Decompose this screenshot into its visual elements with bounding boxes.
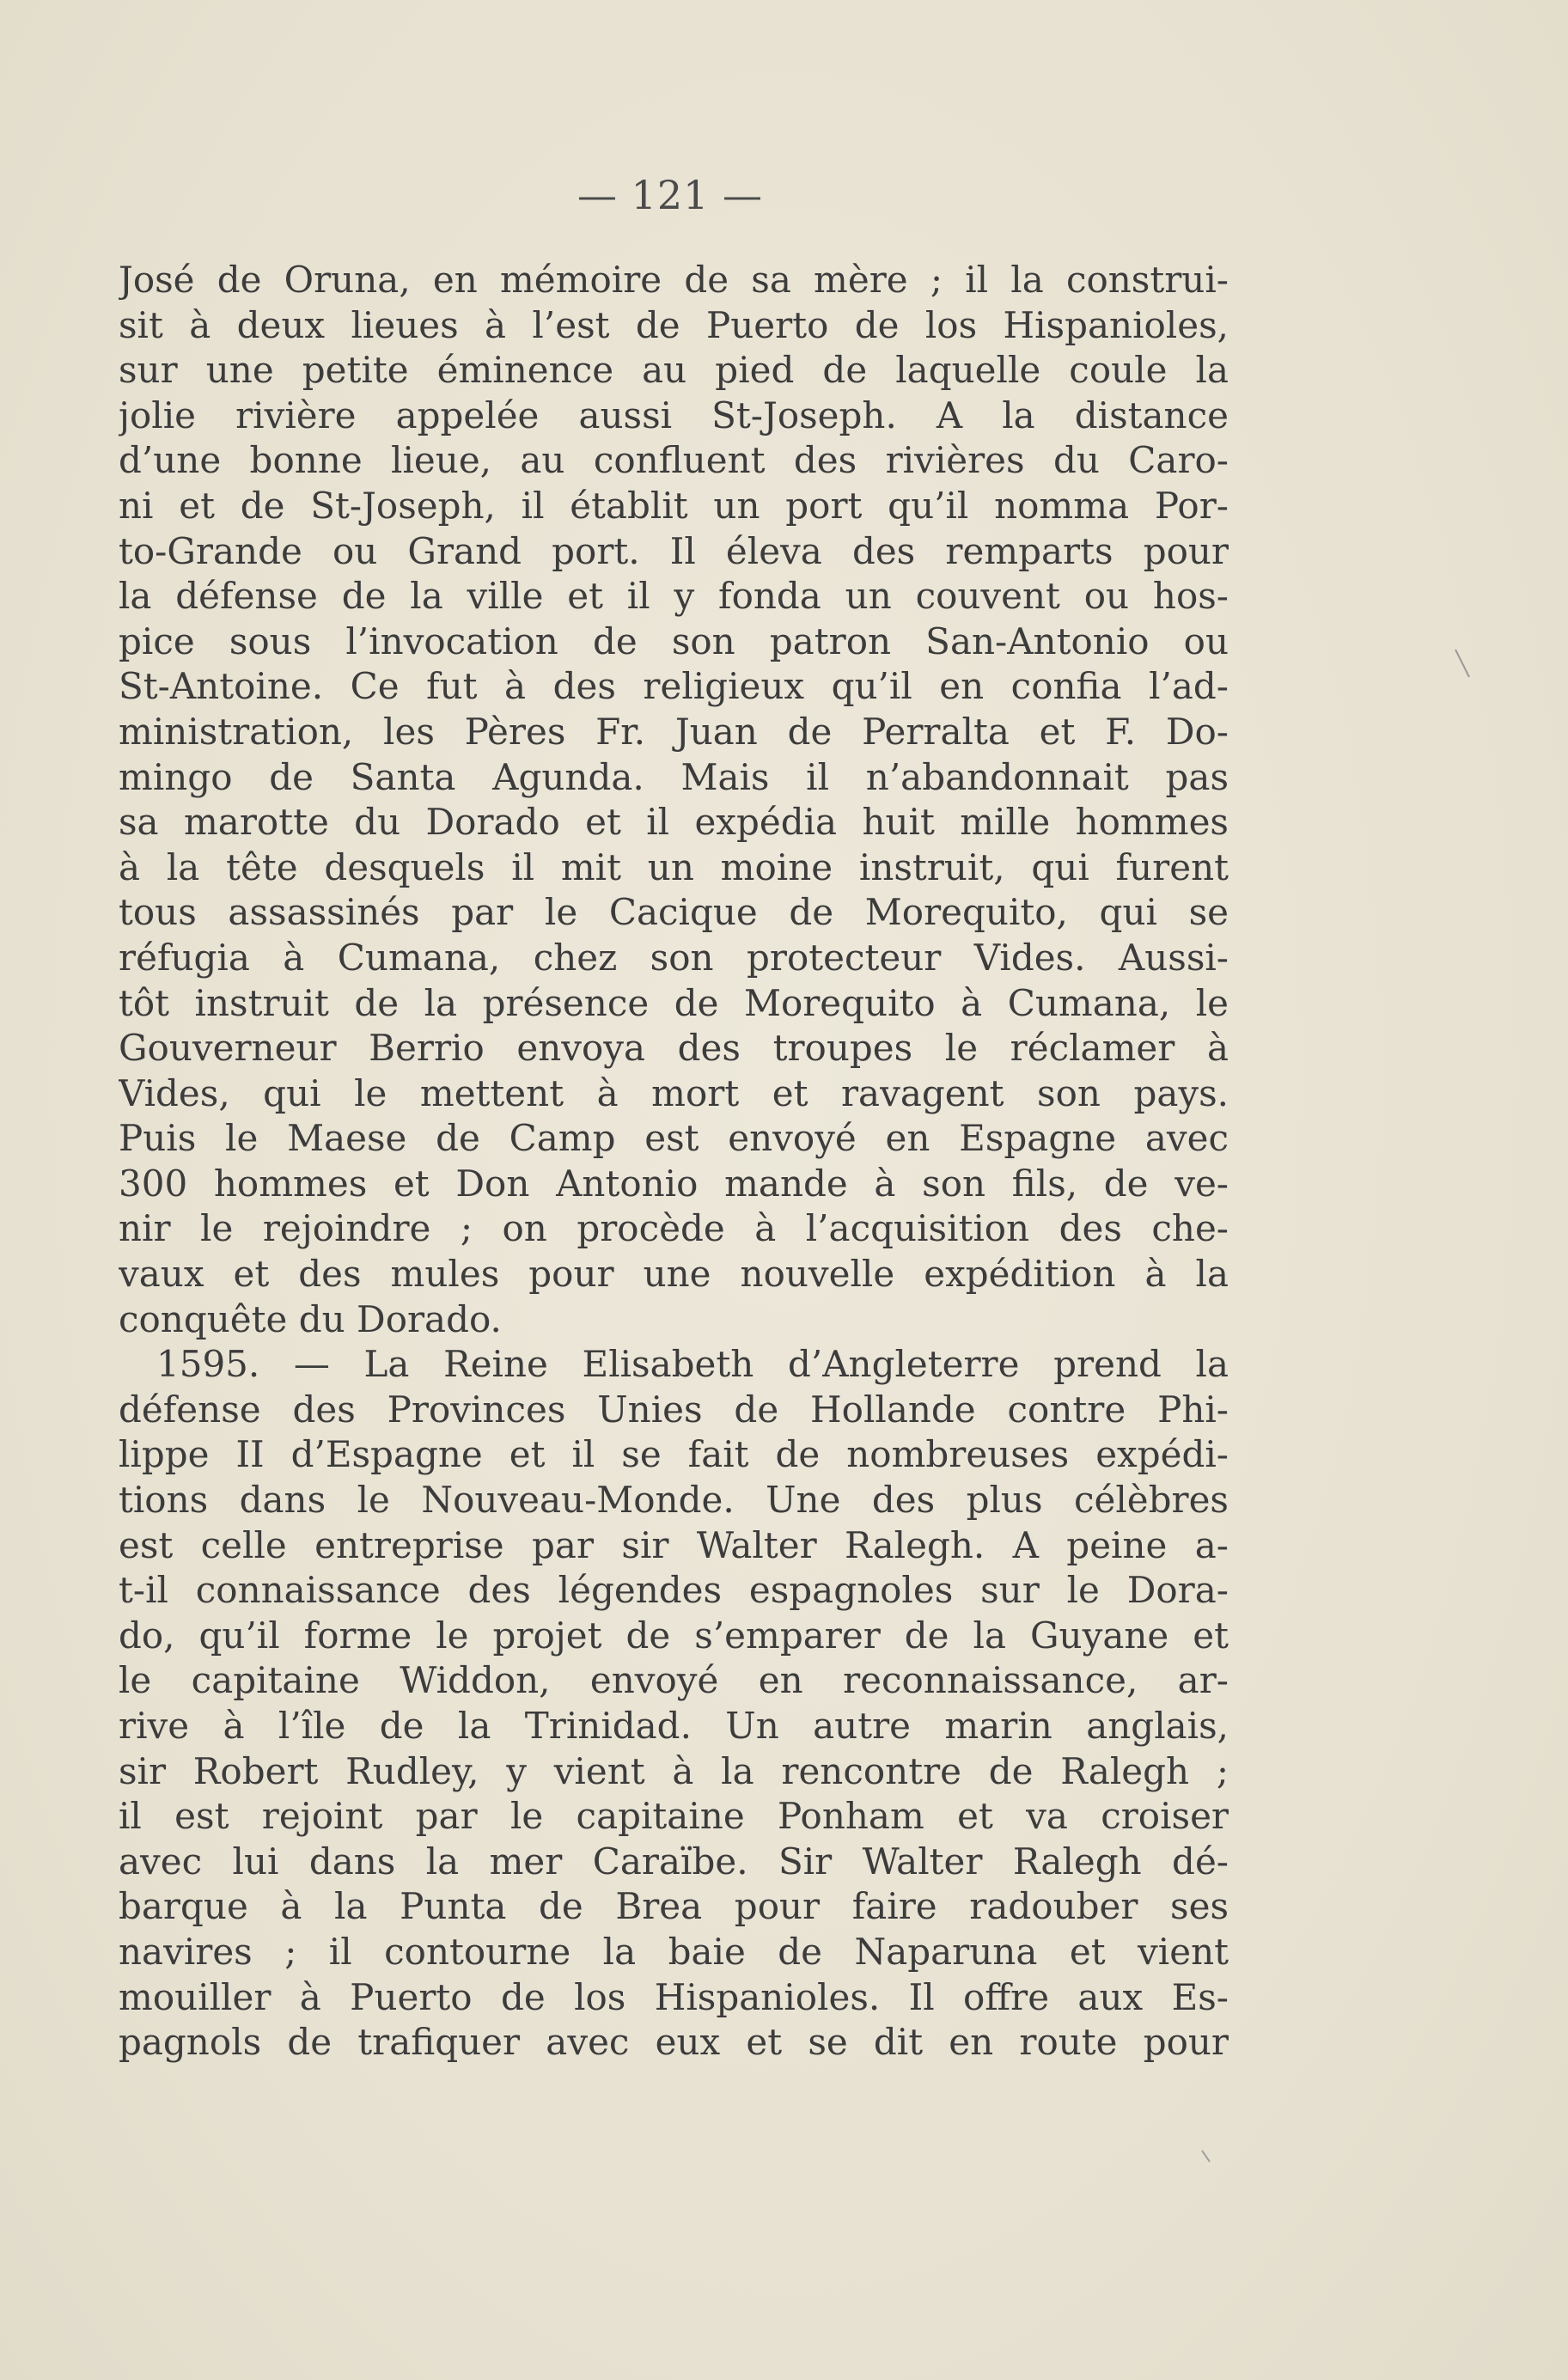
text-line: à la tête desquels il mit un moine instruit, qui furent [119,845,1229,888]
page-number: — 121 — [577,172,764,218]
text-line: est celle entreprise par sir Walter Ralegh. A peine a- [119,1523,1229,1566]
text-line: défense des Provinces Unies de Hollande contre Phi- [119,1388,1229,1431]
text-line: sir Robert Rudley, y vient à la rencontre de Ralegh ; [119,1749,1229,1792]
text-line: d’une bonne lieue, au confluent des rivières du Caro- [119,439,1229,482]
text-line: tions dans le Nouveau-Monde. Une des plus célèbres [119,1479,1229,1522]
text-line: t-il connaissance des légendes espagnoles sur le Dora- [119,1569,1229,1612]
text-line: ni et de St-Joseph, il établit un port qu’il nomma Por- [119,484,1229,527]
body-text [119,258,1229,2066]
text-line: barque à la Punta de Brea pour faire radouber ses [119,1885,1229,1928]
text-line: nir le rejoindre ; on procède à l’acquisition des che- [119,1207,1229,1250]
text-line: 300 hommes et Don Antonio mande à son fils, de ve- [119,1162,1229,1205]
text-line: ministration, les Pères Fr. Juan de Perralta et F. Do- [119,710,1229,753]
text-line: réfugia à Cumana, chez son protecteur Vides. Aussi- [119,936,1229,979]
paragraph-start-line: 1595. — La Reine Elisabeth d’Angleterre prend la [156,1343,1229,1386]
scan-mark [1452,646,1473,680]
text-line: pice sous l’invocation de son patron San-Antonio ou [119,619,1229,662]
text-line: Vides, qui le mettent à mort et ravagent son pays. [119,1071,1229,1114]
scan-mark [1199,2148,1213,2165]
text-line: Gouverneur Berrio envoya des troupes le réclamer à [119,1027,1229,1070]
text-line: le capitaine Widdon, envoyé en reconnaissance, ar- [119,1659,1229,1702]
text-line: la défense de la ville et il y fonda un couvent ou hos- [119,575,1229,618]
text-line: avec lui dans la mer Caraïbe. Sir Walter Ralegh dé- [119,1840,1229,1883]
text-line: tôt instruit de la présence de Morequito à Cumana, le [119,981,1229,1024]
text-line: mouiller à Puerto de los Hispanioles. Il offre aux Es- [119,1975,1229,2018]
text-line: il est rejoint par le capitaine Ponham et va croiser [119,1795,1229,1838]
text-line: tous assassinés par le Cacique de Morequito, qui se [119,891,1229,934]
text-line: Puis le Maese de Camp est envoyé en Espagne avec [119,1117,1229,1160]
text-line: sur une petite éminence au pied de laquelle coule la [119,349,1229,392]
text-line: St-Antoine. Ce fut à des religieux qu’il en confia l’ad- [119,665,1229,708]
text-line: do, qu’il forme le projet de s’emparer de la Guyane et [119,1614,1229,1657]
text-line: jolie rivière appelée aussi St-Joseph. A la distance [119,394,1229,436]
text-line: sit à deux lieues à l’est de Puerto de los Hispanioles, [119,303,1229,346]
text-line: navires ; il contourne la baie de Naparuna et vient [119,1930,1229,1973]
text-line: vaux et des mules pour une nouvelle expédition à la [119,1253,1229,1296]
text-line: lippe II d’Espagne et il se fait de nombreuses expédi- [119,1433,1229,1476]
text-line: to-Grande ou Grand port. Il éleva des remparts pour [119,529,1229,572]
text-line: rive à l’île de la Trinidad. Un autre marin anglais, [119,1705,1229,1747]
text-line: José de Oruna, en mémoire de sa mère ; il la construi- [119,259,1229,301]
text-line: mingo de Santa Agunda. Mais il n’abandonnait pas [119,755,1229,798]
text-line: sa marotte du Dorado et il expédia huit mille hommes [119,801,1229,844]
paragraph-end-line: conquête du Dorado. [119,1297,502,1340]
text-line: pagnols de trafiquer avec eux et se dit en route pour [119,2021,1229,2064]
